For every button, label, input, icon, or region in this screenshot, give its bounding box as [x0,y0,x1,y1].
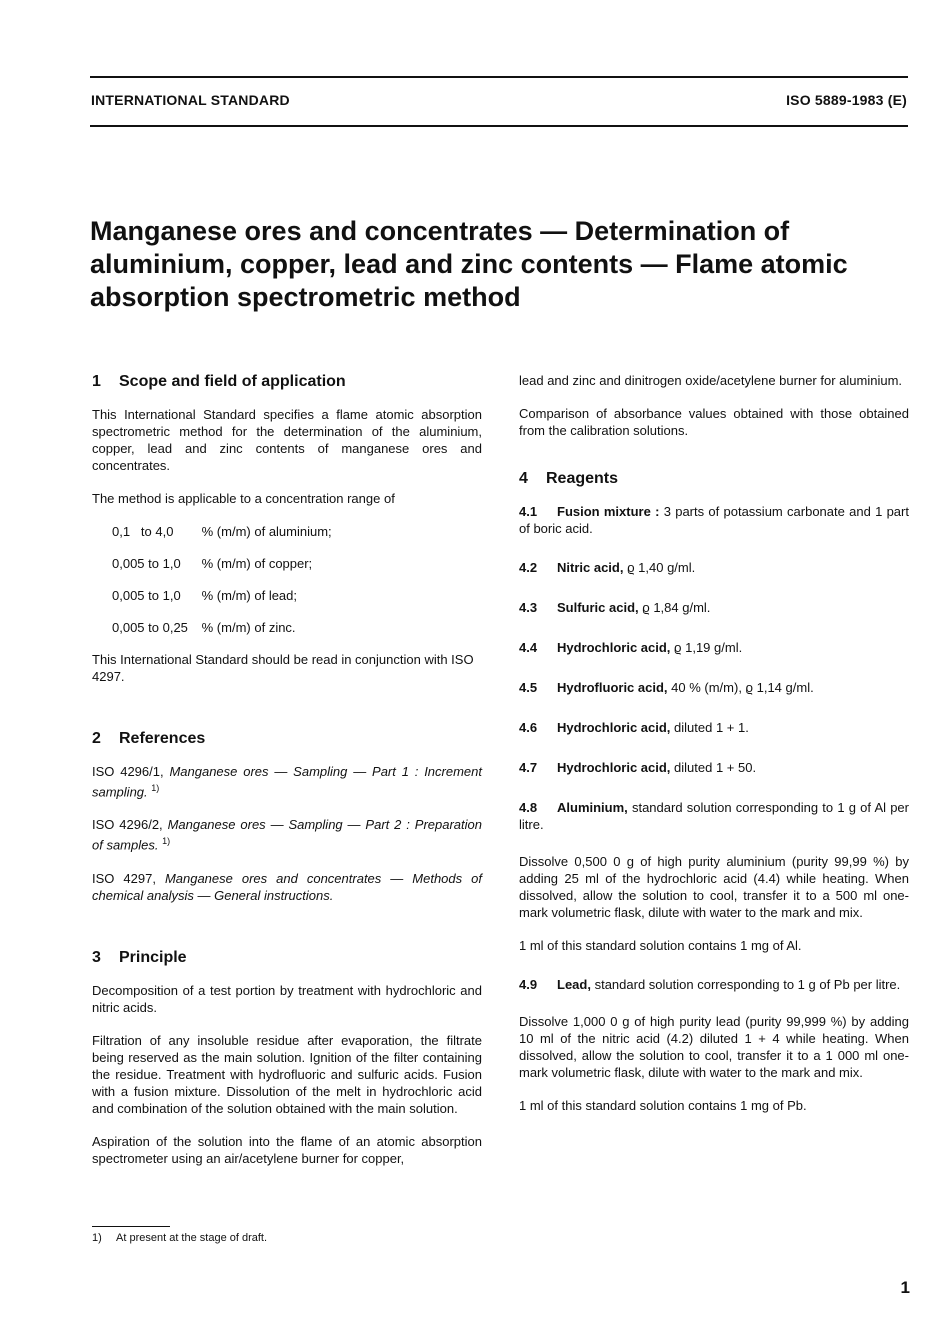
reference-item: ISO 4296/2, Manganese ores — Sampling — Part 2 : Preparation of samples. $^{1)}$ [92,817,482,853]
scope-paragraph-2: The method is applicable to a concentration range of [92,491,395,506]
header-top-rule [90,76,908,78]
section-1-heading: 1 Scope and field of application [92,373,346,390]
reference-item: ISO 4297, Manganese ores and concentrates — Methods of chemical analysis — General instructions. [92,870,482,903]
left-column [92,372,482,1183]
aluminium-paragraph-1: Dissolve 0,500 0 g of high purity aluminium (purity 99,99 %) by adding 25 ml of the hydrochloric acid (4.4) while heating. When dissolved, allow the solution to cool, transfer it to a 500 ml one-mark volumetric flask, dilute with water to the mark and mix. [519,854,909,920]
reagent-item: 4.7 Hydrochloric acid, diluted 1 + 50. [519,760,757,775]
principle-paragraph-2: Filtration of any insoluble residue after evaporation, the filtrate being reserved as the main solution. Ignition of the filter containing the residue. Treatment with hydrofluoric and sulfuric acids. Fusion with a fusion mixture. Dissolution of the melt in hydrochloric acid and combination of the solution obtained with the main solution. [92,1032,482,1116]
header-left: INTERNATIONAL STANDARD [91,92,290,108]
reagent-item: 4.4 Hydrochloric acid, ϱ 1,19 g/ml. [519,640,743,655]
reference-item: ISO 4296/1, Manganese ores — Sampling — Part 1 : Increment sampling. $^{1)}$ [92,764,482,800]
page-number: 1 [900,1278,910,1297]
header-right: ISO 5889-1983 (E) [786,92,907,108]
section-2-heading: 2 References [92,730,206,747]
aluminium-paragraph-2: 1 ml of this standard solution contains 1 mg of Al. [519,938,802,953]
reagent-item: 4.8 Aluminium, standard solution corresponding to 1 g of Al per litre. [519,800,909,832]
scope-paragraph-3: This International Standard should be read in conjunction with ISO 4297. [92,652,474,684]
reagent-item: 4.5 Hydrofluoric acid, 40 % (m/m), ϱ 1,14 g/ml. [519,680,814,695]
reagent-item: 4.3 Sulfuric acid, ϱ 1,84 g/ml. [519,600,711,615]
header-bottom-rule [90,125,908,127]
range-item: 0,005 to 1,0 % (m/m) of lead; [112,588,298,603]
principle-paragraph-1: Decomposition of a test portion by treatment with hydrochloric and nitric acids. [92,982,482,1015]
lead-paragraph-2: 1 ml of this standard solution contains 1 mg of Pb. [519,1098,807,1113]
reagent-item: 4.6 Hydrochloric acid, diluted 1 + 1. [519,720,749,735]
principle-paragraph-4: Comparison of absorbance values obtained with those obtained from the calibration solutions. [519,406,909,438]
range-item: 0,1 to 4,0 % (m/m) of aluminium; [112,524,332,539]
section-4-heading: 4 Reagents [519,470,619,487]
reagent-item: 4.1 Fusion mixture : 3 parts of potassium carbonate and 1 part of boric acid. [519,504,909,536]
reagent-item: 4.2 Nitric acid, ϱ 1,40 g/ml. [519,560,696,575]
footnote: 1) At present at the stage of draft. [92,1232,268,1244]
footnote-rule [92,1226,170,1227]
lead-paragraph-1: Dissolve 1,000 0 g of high purity lead (purity 99,999 %) by adding 10 ml of the nitric acid (4.2) diluted 1 + 4 while heating. When dissolved, allow the solution to cool, transfer it to a 1 000 ml one-mark volumetric flask, dilute with water to the mark and mix. [519,1014,909,1080]
principle-paragraph-3-continued: lead and zinc and dinitrogen oxide/acetylene burner for aluminium. [519,373,903,388]
section-3-heading: 3 Principle [92,948,187,966]
scope-paragraph-1: This International Standard specifies a flame atomic absorption spectrometric method for the determination of the aluminium, copper, lead and zinc contents of manganese ores and concentrates. [92,407,482,473]
principle-paragraph-3: Aspiration of the solution into the flame of an atomic absorption spectrometer using an air/acetylene burner for copper, [92,1133,482,1166]
range-item: 0,005 to 1,0 % (m/m) of copper; [112,556,313,571]
range-item: 0,005 to 0,25 % (m/m) of zinc. [112,620,296,635]
document-title: Manganese ores and concentrates — Determination of aluminium, copper, lead and zinc contents — Flame atomic absorption spectrometric method [90,216,848,312]
reagent-item: 4.9 Lead, standard solution corresponding to 1 g of Pb per litre. [519,977,901,992]
right-column [519,372,909,1130]
